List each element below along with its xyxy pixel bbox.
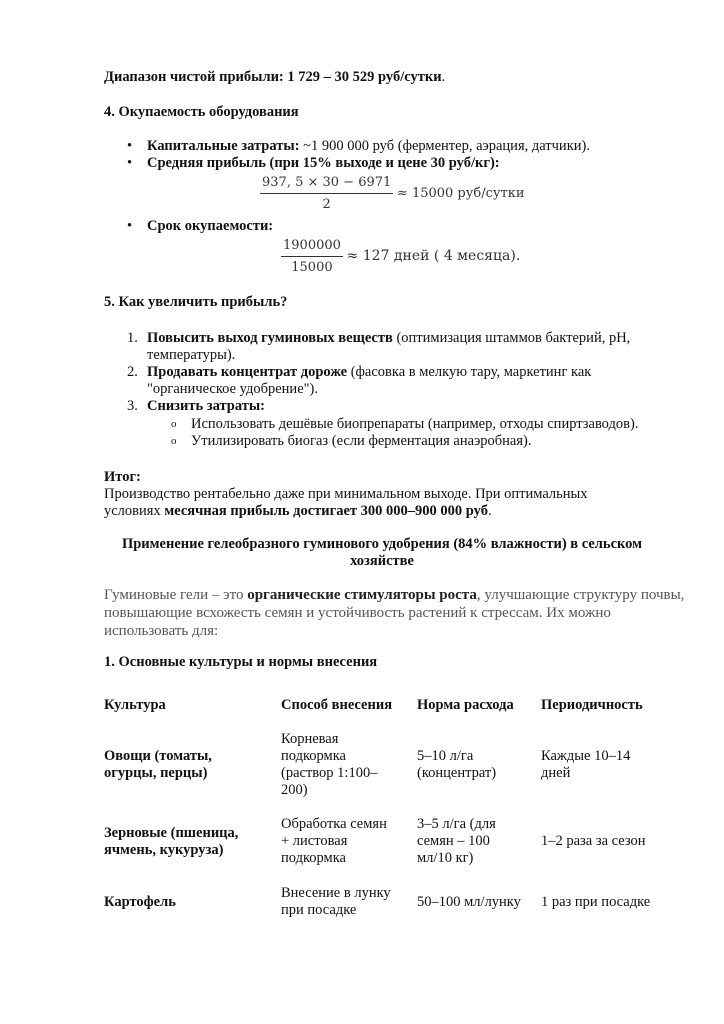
section-4-title: 4. Окупаемость оборудования [104,104,299,120]
section-heading: Применение гелеобразного гуминового удобрения (84% влажности) в сельском хозяйстве [121,536,643,569]
formula-profit: $\frac{937, 5 \times 30 - 6971}{2}$ ≈ 15000 руб/сутки [262,175,525,212]
capex-item: Капитальные затраты: ~1 900 000 руб (ферментер, аэрация, датчики). [147,138,590,154]
bullet-icon: • [127,138,133,154]
profit-range: Диапазон чистой прибыли: 1 729 – 30 529 руб/сутки. [104,69,446,85]
sub-item: Использовать дешёвые биопрепараты (например, отходы спиртзаводов). [191,416,639,432]
list-number: 1. [127,330,138,346]
table-cell-period: 1 раз при посадке [541,894,651,910]
list-item: Снизить затраты: [147,398,265,414]
list-number: 2. [127,364,138,380]
table-header: Норма расхода [417,697,514,713]
table-cell-rate: 3–5 л/га (для семян – 100 мл/10 кг) [417,816,496,866]
avg-profit-item: Средняя прибыль (при 15% выходе и цене 30 руб/кг): [147,155,500,171]
table-cell-period: 1–2 раза за сезон [541,833,646,849]
list-item: Продавать концентрат дороже (фасовка в мелкую тару, маркетинг как "органическое удобрение"). [147,364,592,397]
table-header: Периодичность [541,697,643,713]
table-cell-period: Каждые 10–14 дней [541,748,631,781]
sub-item: Утилизировать биогаз (если ферментация анаэробная). [191,433,532,449]
bullet-icon: • [127,155,133,171]
table-header: Культура [104,697,166,713]
table-cell-method: Внесение в лунку при посадке [281,885,391,918]
table-cell-rate: 50–100 мл/лунку [417,894,521,910]
list-number: 3. [127,398,138,414]
table-cell-method: Обработка семян + листовая подкормка [281,816,387,866]
table-cell-rate: 5–10 л/га (концентрат) [417,748,497,781]
table-cell-method: Корневая подкормка (раствор 1:100– 200) [281,731,378,798]
payback-item: Срок окупаемости: [147,218,274,234]
table-cell-crop: Зерновые (пшеница, ячмень, кукуруза) [104,825,239,858]
circle-bullet-icon: o [171,435,177,447]
intro-paragraph: Гуминовые гели – это органические стимуляторы роста, улучшающие структуру почвы, повышающие всхожесть семян и устойчивость растений к стрессам. Их можно использовать для: [104,587,685,639]
list-item: Повысить выход гуминовых веществ (оптимизация штаммов бактерий, pH, температуры). [147,330,631,363]
summary-text: Производство рентабельно даже при минимальном выходе. При оптимальных условиях месячная прибыль достигает 300 000–900 000 руб. [104,486,588,519]
formula-payback: $\frac{1900000}{15000}$ ≈ 127 дней ( 4 месяца). [283,238,521,275]
section-5-title: 5. Как увеличить прибыль? [104,294,288,310]
subsection-title: 1. Основные культуры и нормы внесения [104,654,378,670]
table-cell-crop: Картофель [104,894,176,910]
table-cell-crop: Овощи (томаты, огурцы, перцы) [104,748,212,781]
bullet-icon: • [127,218,133,234]
table-header: Способ внесения [281,697,393,713]
summary-title: Итог: [104,469,141,485]
circle-bullet-icon: o [171,418,177,430]
